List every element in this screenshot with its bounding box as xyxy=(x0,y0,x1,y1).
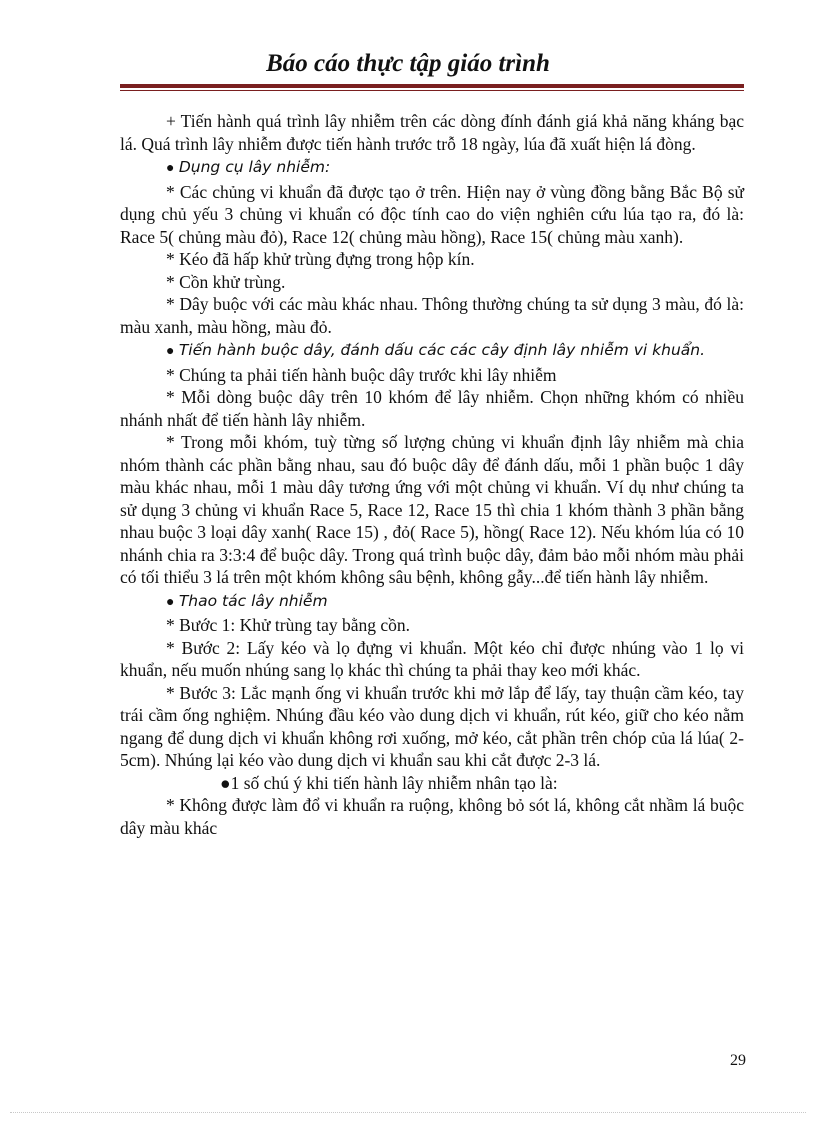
page-content xyxy=(120,110,744,839)
header-title: Báo cáo thực tập giáo trình xyxy=(266,50,550,77)
header-rule-thin xyxy=(120,90,744,91)
paragraph-2: * Các chủng vi khuẩn đã được tạo ở trên. Hiện nay ở vùng đồng bằng Bắc Bộ sử dụng chủ yếu 3 chủng vi khuẩn có độc tính cao do viện nghiên cứu lúa tạo ra, đó là: Race 5( chủng màu đỏ), Race 12( chủng màu hồng), Race 15( chủng màu xanh). xyxy=(120,181,744,247)
bullet-heading-procedure-text: Thao tác lây nhiễm xyxy=(178,591,328,610)
paragraph-8: * Trong mỗi khóm, tuỳ từng số lượng chủng vi khuẩn định lây nhiễm mà chia nhóm thành các phần bằng nhau, sau đó buộc dây để đánh dấu, mỗi 1 phần buộc 1 dây màu khác nhau, mỗi 1 màu dây tương ứng với một chủng vi khuẩn. Ví dụ như chúng ta sử dụng 3 chủng vi khuẩn Race 5, Race 12, Race 15 thì chia 1 khóm thành 3 phần bằng nhau buộc 3 loại dây xanh( Race 15) , đỏ( Race 5), hồng( Race 12). Nếu khóm lúa có 10 nhánh chia ra 3:3:4 để buộc dây. Trong quá trình buộc dây, đảm bảo mỗi nhóm màu phải có tối thiểu 3 lá trên một khóm không sâu bệnh, không gẫy...để tiến hành lây nhiễm. xyxy=(120,432,744,587)
bullet-icon: ● xyxy=(166,594,175,610)
paragraph-10: * Bước 2: Lấy kéo và lọ đựng vi khuẩn. Một kéo chỉ được nhúng vào 1 lọ vi khuẩn, nếu muốn nhúng sang lọ khác thì chúng ta phải thay keo mới khác. xyxy=(120,637,744,680)
bullet-heading-tools xyxy=(120,155,744,181)
paragraph-9: * Bước 1: Khử trùng tay bằng cồn. xyxy=(166,615,411,635)
paragraph-13: * Không được làm đổ vi khuẩn ra ruộng, không bỏ sót lá, không cắt nhầm lá buộc dây màu khác xyxy=(120,795,744,838)
paragraph-12: ●1 số chú ý khi tiến hành lây nhiễm nhân tạo là: xyxy=(220,772,558,793)
paragraph-1: + Tiến hành quá trình lây nhiễm trên các dòng đính đánh giá khả năng kháng bạc lá. Quá trình lây nhiễm được tiến hành trước trỗ 18 ngày, lúa đã xuất hiện lá đòng. xyxy=(120,111,744,154)
bullet-icon: ● xyxy=(166,161,175,176)
paragraph-3: * Kéo đã hấp khử trùng đựng trong hộp kín. xyxy=(166,249,475,269)
bullet-heading-tying xyxy=(120,338,744,364)
bullet-heading-procedure xyxy=(120,589,744,615)
paragraph-5: * Dây buộc với các màu khác nhau. Thông thường chúng ta sử dụng 3 màu, đó là: màu xanh, màu hồng, màu đỏ. xyxy=(120,294,744,337)
header-rule-thick xyxy=(120,84,744,88)
page-bottom-divider xyxy=(10,1112,806,1113)
bullet-icon: ● xyxy=(166,344,175,359)
paragraph-6: * Chúng ta phải tiến hành buộc dây trước khi lây nhiễm xyxy=(166,364,557,385)
bullet-heading-tools-text: Dụng cụ lây nhiễm: xyxy=(178,158,331,176)
paragraph-11: * Bước 3: Lắc mạnh ống vi khuẩn trước khi mở lắp để lấy, tay thuận cầm kéo, tay trái cầm ống nghiệm. Nhúng đầu kéo vào dung dịch vi khuẩn, rút kéo, giữ cho kéo nằm ngang để dung dịch vi khuẩn không rơi xuống, mở kéo, cắt phần trên chóp của lá lúa( 2-5cm). Nhúng lại kéo vào dung dịch vi khuẩn sau khi cắt được 2-3 lá. xyxy=(120,682,744,770)
paragraph-7: * Mỗi dòng buộc dây trên 10 khóm để lây nhiễm. Chọn những khóm có nhiều nhánh nhất để tiến hành lây nhiễm. xyxy=(120,387,744,430)
page-number: 29 xyxy=(730,1052,746,1069)
bullet-heading-tying-text: Tiến hành buộc dây, đánh dấu các các cây định lây nhiễm vi khuẩn. xyxy=(178,341,706,359)
paragraph-4: * Cồn khử trùng. xyxy=(166,271,286,292)
